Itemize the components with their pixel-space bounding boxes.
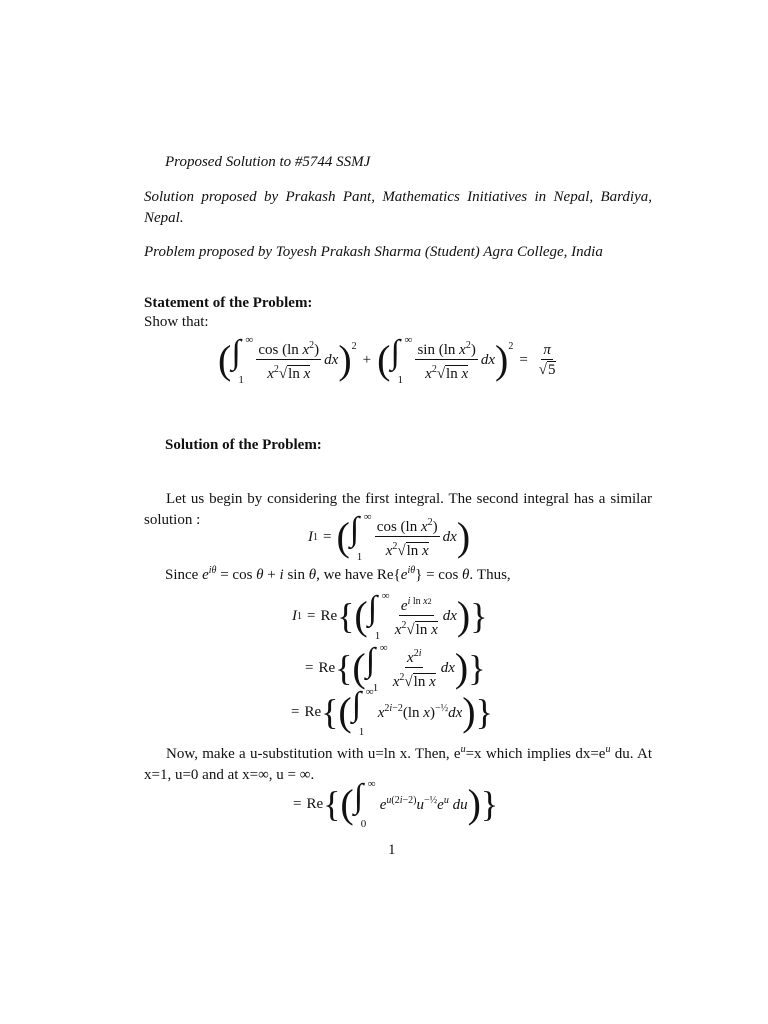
- step-4-equation: = Re { ( ∫ ∞ 0 $e^{u(2i-2)}u^{-\frac{1}{2}}e^u$ du ) }: [293, 778, 499, 830]
- document-title: Proposed Solution to #5744 SSMJ: [165, 154, 371, 170]
- page-number: 1: [388, 842, 396, 858]
- solution-heading: Solution of the Problem:: [165, 437, 322, 453]
- main-equation: ( ∫ ∞ 1 $\frac{\cos (\ln x^2)}{x^2√\ln x}$ dx ) $^2$ + ( ∫ ∞ 1 $\frac{\sin (\ln x^2)}{x^2√\ln x}$ dx ) $^2$ = $\frac{\pi}{√5}$: [218, 334, 556, 386]
- euler-line: Since $e^{i\theta} = \cos \theta + i$ sin θ, we have $Re\{e^{i\theta}\} = \cos \theta$. Thus,: [165, 565, 511, 583]
- i1-definition: I 1 = ( ∫ ∞ 1 $\frac{\cos (\ln x^2)}{x^2√\ln x}$ dx ): [308, 511, 471, 563]
- solution-author-line: Solution proposed by Prakash Pant, Mathematics Initiatives in Nepal, Bardiya, Nepal.: [144, 189, 652, 226]
- since-word: Since: [165, 567, 199, 583]
- problem-author-line: Problem proposed by Toyesh Prakash Sharma (Student) Agra College, India: [144, 244, 603, 260]
- statement-heading: Statement of the Problem:: [144, 295, 313, 311]
- solution-paragraph-2: Now, make a u-substitution with u=ln x. Then, $e^u=x$ which implies $dx=e^u$ du. At x=1, u=0 and at x=∞, u = ∞.: [144, 744, 652, 783]
- step-3-equation: = Re { ( ∫ ∞ 1 $x^{2i-2}(\ln$ x)$^{-\frac{1}{2}}$dx ) }: [291, 686, 493, 738]
- we-have-text: , we have: [316, 567, 374, 583]
- step-1-equation: I 1 = Re { ( ∫ ∞ 1 $\frac{e^i ^{ln} ^{x2}}{x^2√\ln x}$ dx ) }: [292, 590, 488, 642]
- statement-intro: Show that:: [144, 314, 209, 330]
- solution-paragraph-1: Let us begin by considering the first integral. The second integral has a similar solution :: [144, 491, 652, 528]
- step-2-equation: = Re { ( ∫ ∞ 1 $\frac{x^{2i}}{x^2√\ln x}$ dx ) }: [305, 642, 486, 694]
- thus-text: . Thus,: [469, 567, 511, 583]
